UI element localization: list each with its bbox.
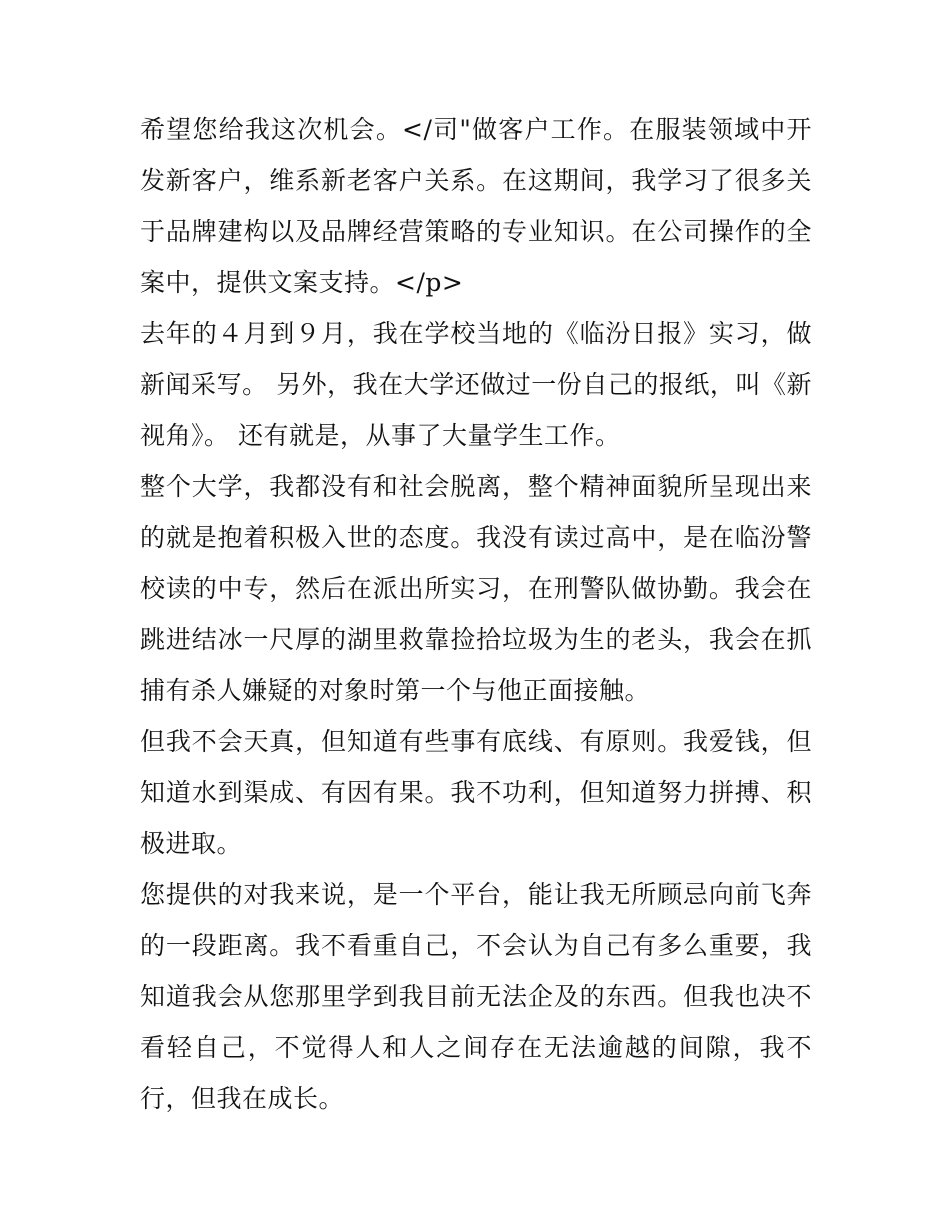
document-body [140,104,812,1124]
paragraph-3: 整个大学，我都没有和社会脱离，整个精神面貌所呈现出来的就是抱着积极入世的态度。我没有读过高中，是在临汾警校读的中专，然后在派出所实习，在刑警队做协勤。我会在跳进结冰一尺厚的湖里救靠捡拾垃圾为生的老头，我会在抓捕有杀人嫌疑的对象时第一个与他正面接触。 [140,472,812,705]
paragraph-4: 但我不会天真，但知道有些事有底线、有原则。我爱钱，但知道水到渠成、有因有果。我不功利，但知道努力拼搏、积极进取。 [140,727,812,858]
paragraph-2: 去年的４月到９月，我在学校当地的《临汾日报》实习，做新闻采写。 另外，我在大学还做过一份自己的报纸，叫《新视角》。 还有就是，从事了大量学生工作。 [140,319,812,450]
paragraph-1: 希望您给我这次机会。</司"做客户工作。在服装领域中开发新客户，维系新老客户关系。在这期间，我学习了很多关于品牌建构以及品牌经营策略的专业知识。在公司操作的全案中，提供文案支持。</p> [140,115,812,297]
paragraph-5: 您提供的对我来说，是一个平台，能让我无所顾忌向前飞奔的一段距离。我不看重自己，不会认为自己有多么重要，我知道我会从您那里学到我目前无法企及的东西。但我也决不看轻自己，不觉得人和人之间存在无法逾越的间隙，我不行，但我在成长。 [140,880,812,1113]
